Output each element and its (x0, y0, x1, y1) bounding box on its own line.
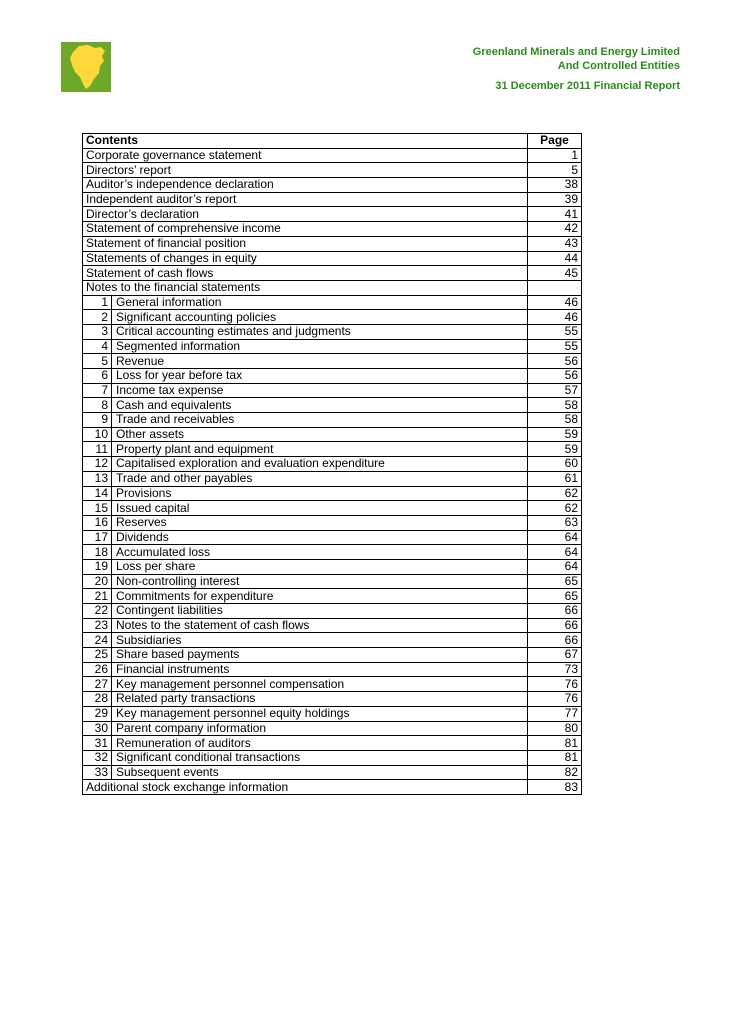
note-title: Significant conditional transactions (112, 750, 528, 765)
note-title: Commitments for expenditure (112, 589, 528, 604)
note-page: 59 (528, 442, 582, 457)
note-title: Trade and other payables (112, 471, 528, 486)
note-row (83, 427, 582, 442)
note-row (83, 677, 582, 692)
toc-title: Director’s declaration (83, 207, 528, 222)
toc-row (83, 251, 582, 266)
note-number: 10 (83, 427, 112, 442)
note-page: 62 (528, 501, 582, 516)
note-row (83, 515, 582, 530)
note-page: 80 (528, 721, 582, 736)
note-number: 11 (83, 442, 112, 457)
note-number: 24 (83, 633, 112, 648)
note-number: 33 (83, 765, 112, 780)
note-row (83, 706, 582, 721)
note-row (83, 295, 582, 310)
note-number: 21 (83, 589, 112, 604)
note-title: Segmented information (112, 339, 528, 354)
contents-table (82, 133, 582, 795)
note-page: 57 (528, 383, 582, 398)
notes-heading-row (83, 280, 582, 295)
note-title: Income tax expense (112, 383, 528, 398)
note-title: Trade and receivables (112, 413, 528, 428)
note-title: Critical accounting estimates and judgments (112, 324, 528, 339)
note-row (83, 750, 582, 765)
note-number: 23 (83, 618, 112, 633)
note-row (83, 618, 582, 633)
note-number: 26 (83, 662, 112, 677)
report-title: 31 December 2011 Financial Report (495, 80, 680, 92)
note-page: 76 (528, 692, 582, 707)
note-row (83, 633, 582, 648)
note-page: 65 (528, 589, 582, 604)
note-number: 32 (83, 750, 112, 765)
note-row (83, 648, 582, 663)
note-row (83, 662, 582, 677)
note-row (83, 530, 582, 545)
note-row (83, 692, 582, 707)
note-page: 67 (528, 648, 582, 663)
note-page: 66 (528, 633, 582, 648)
note-page: 64 (528, 530, 582, 545)
note-page: 82 (528, 765, 582, 780)
contents-header-row (83, 134, 582, 149)
toc-title: Statement of financial position (83, 236, 528, 251)
note-number: 3 (83, 324, 112, 339)
note-page: 46 (528, 295, 582, 310)
note-number: 9 (83, 413, 112, 428)
note-title: Subsidiaries (112, 633, 528, 648)
toc-row (83, 266, 582, 281)
toc-row (83, 163, 582, 178)
note-title: Other assets (112, 427, 528, 442)
note-row (83, 383, 582, 398)
toc-row (83, 148, 582, 163)
note-title: Cash and equivalents (112, 398, 528, 413)
note-title: Accumulated loss (112, 545, 528, 560)
note-row (83, 354, 582, 369)
note-number: 4 (83, 339, 112, 354)
note-row (83, 471, 582, 486)
note-number: 29 (83, 706, 112, 721)
toc-row (83, 207, 582, 222)
note-number: 19 (83, 559, 112, 574)
note-page: 77 (528, 706, 582, 721)
company-name: Greenland Minerals and Energy Limited (472, 46, 680, 58)
toc-page: 83 (528, 780, 582, 795)
note-number: 6 (83, 369, 112, 384)
note-number: 18 (83, 545, 112, 560)
report-header (473, 45, 680, 93)
note-title: Share based payments (112, 648, 528, 663)
toc-page: 38 (528, 178, 582, 193)
note-number: 1 (83, 295, 112, 310)
toc-page: 41 (528, 207, 582, 222)
toc-title: Independent auditor’s report (83, 192, 528, 207)
note-page: 64 (528, 545, 582, 560)
notes-heading: Notes to the financial statements (83, 280, 528, 295)
note-title: Issued capital (112, 501, 528, 516)
greenland-map-icon (61, 42, 111, 92)
note-page: 64 (528, 559, 582, 574)
note-title: Reserves (112, 515, 528, 530)
note-page: 58 (528, 413, 582, 428)
note-title: Dividends (112, 530, 528, 545)
toc-title: Statements of changes in equity (83, 251, 528, 266)
toc-page: 45 (528, 266, 582, 281)
company-logo (61, 42, 111, 92)
toc-title: Directors’ report (83, 163, 528, 178)
note-row (83, 501, 582, 516)
note-number: 20 (83, 574, 112, 589)
note-row (83, 442, 582, 457)
note-page: 62 (528, 486, 582, 501)
note-number: 14 (83, 486, 112, 501)
toc-row (83, 222, 582, 237)
toc-page: 39 (528, 192, 582, 207)
note-number: 17 (83, 530, 112, 545)
note-title: General information (112, 295, 528, 310)
note-row (83, 559, 582, 574)
toc-row (83, 178, 582, 193)
note-page: 66 (528, 618, 582, 633)
note-title: Revenue (112, 354, 528, 369)
note-title: Non-controlling interest (112, 574, 528, 589)
note-number: 22 (83, 604, 112, 619)
toc-row (83, 192, 582, 207)
note-row (83, 545, 582, 560)
contents-heading: Contents (83, 134, 528, 149)
note-number: 16 (83, 515, 112, 530)
note-title: Provisions (112, 486, 528, 501)
note-page: 76 (528, 677, 582, 692)
toc-page: 44 (528, 251, 582, 266)
note-row (83, 339, 582, 354)
note-title: Related party transactions (112, 692, 528, 707)
toc-title: Additional stock exchange information (83, 780, 528, 795)
note-page: 63 (528, 515, 582, 530)
note-title: Significant accounting policies (112, 310, 528, 325)
note-row (83, 574, 582, 589)
note-title: Loss for year before tax (112, 369, 528, 384)
note-page: 56 (528, 369, 582, 384)
note-page: 56 (528, 354, 582, 369)
note-title: Contingent liabilities (112, 604, 528, 619)
note-title: Key management personnel compensation (112, 677, 528, 692)
toc-row (83, 780, 582, 795)
toc-page: 43 (528, 236, 582, 251)
toc-row (83, 236, 582, 251)
note-number: 7 (83, 383, 112, 398)
note-page: 66 (528, 604, 582, 619)
toc-page: 42 (528, 222, 582, 237)
note-page: 55 (528, 324, 582, 339)
note-page: 60 (528, 457, 582, 472)
note-number: 31 (83, 736, 112, 751)
note-number: 30 (83, 721, 112, 736)
toc-title: Statement of comprehensive income (83, 222, 528, 237)
note-number: 2 (83, 310, 112, 325)
note-title: Notes to the statement of cash flows (112, 618, 528, 633)
note-title: Property plant and equipment (112, 442, 528, 457)
note-title: Key management personnel equity holdings (112, 706, 528, 721)
toc-title: Statement of cash flows (83, 266, 528, 281)
page-heading: Page (528, 134, 582, 149)
note-number: 8 (83, 398, 112, 413)
note-title: Subsequent events (112, 765, 528, 780)
note-title: Financial instruments (112, 662, 528, 677)
note-number: 5 (83, 354, 112, 369)
note-row (83, 457, 582, 472)
note-row (83, 369, 582, 384)
note-page: 61 (528, 471, 582, 486)
note-title: Remuneration of auditors (112, 736, 528, 751)
toc-title: Corporate governance statement (83, 148, 528, 163)
company-subtitle: And Controlled Entities (557, 60, 680, 72)
note-row (83, 486, 582, 501)
note-row (83, 398, 582, 413)
note-row (83, 413, 582, 428)
note-number: 28 (83, 692, 112, 707)
note-number: 25 (83, 648, 112, 663)
note-page: 81 (528, 736, 582, 751)
note-row (83, 589, 582, 604)
note-row (83, 604, 582, 619)
note-page: 81 (528, 750, 582, 765)
note-title: Capitalised exploration and evaluation expenditure (112, 457, 528, 472)
note-row (83, 736, 582, 751)
note-number: 12 (83, 457, 112, 472)
note-number: 13 (83, 471, 112, 486)
toc-title: Auditor’s independence declaration (83, 178, 528, 193)
note-row (83, 310, 582, 325)
note-row (83, 765, 582, 780)
note-page: 55 (528, 339, 582, 354)
note-row (83, 721, 582, 736)
note-number: 15 (83, 501, 112, 516)
note-title: Loss per share (112, 559, 528, 574)
note-page: 58 (528, 398, 582, 413)
note-page: 59 (528, 427, 582, 442)
notes-heading-page (528, 280, 582, 295)
note-page: 46 (528, 310, 582, 325)
note-row (83, 324, 582, 339)
note-number: 27 (83, 677, 112, 692)
note-page: 65 (528, 574, 582, 589)
toc-page: 5 (528, 163, 582, 178)
note-title: Parent company information (112, 721, 528, 736)
note-page: 73 (528, 662, 582, 677)
toc-page: 1 (528, 148, 582, 163)
